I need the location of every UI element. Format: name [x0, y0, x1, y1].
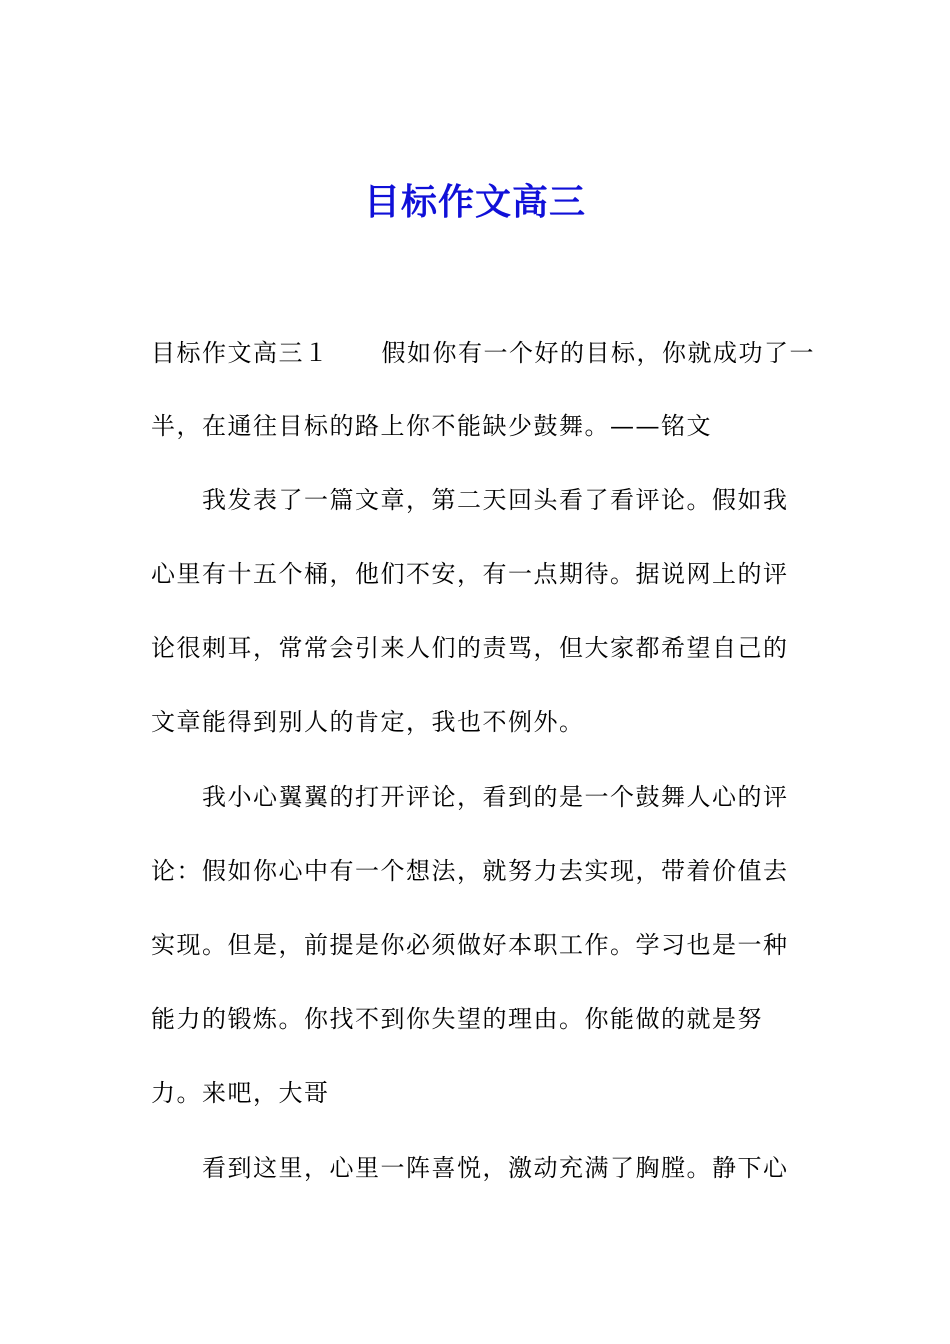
- text-line: 我小心翼翼的打开评论，看到的是一个鼓舞人心的评: [202, 783, 789, 811]
- text-line: 半，在通往目标的路上你不能缺少鼓舞。——铭文: [151, 412, 712, 440]
- text-line: 实现。但是，前提是你必须做好本职工作。学习也是一种: [151, 931, 789, 959]
- text-line: 看到这里，心里一阵喜悦，激动充满了胸膛。静下心: [202, 1154, 789, 1182]
- text-line: 论：假如你心中有一个想法，就努力去实现，带着价值去: [151, 857, 789, 885]
- document-title: 目标作文高三: [363, 181, 586, 223]
- text-line: 文章能得到别人的肯定，我也不例外。: [151, 708, 585, 736]
- text-line: 论很刺耳，常常会引来人们的责骂，但大家都希望自己的: [151, 634, 789, 662]
- essay-heading-label: 目标作文高三１: [151, 339, 330, 367]
- paragraph-line: [151, 337, 815, 369]
- text-line: 假如你有一个好的目标，你就成功了一: [381, 339, 815, 367]
- text-line: 心里有十五个桶，他们不安，有一点期待。据说网上的评: [151, 560, 789, 588]
- text-line: 能力的锻炼。你找不到你失望的理由。你能做的就是努: [151, 1005, 763, 1033]
- text-line: 我发表了一篇文章，第二天回头看了看评论。假如我: [202, 486, 789, 514]
- text-line: 力。来吧，大哥: [151, 1079, 330, 1107]
